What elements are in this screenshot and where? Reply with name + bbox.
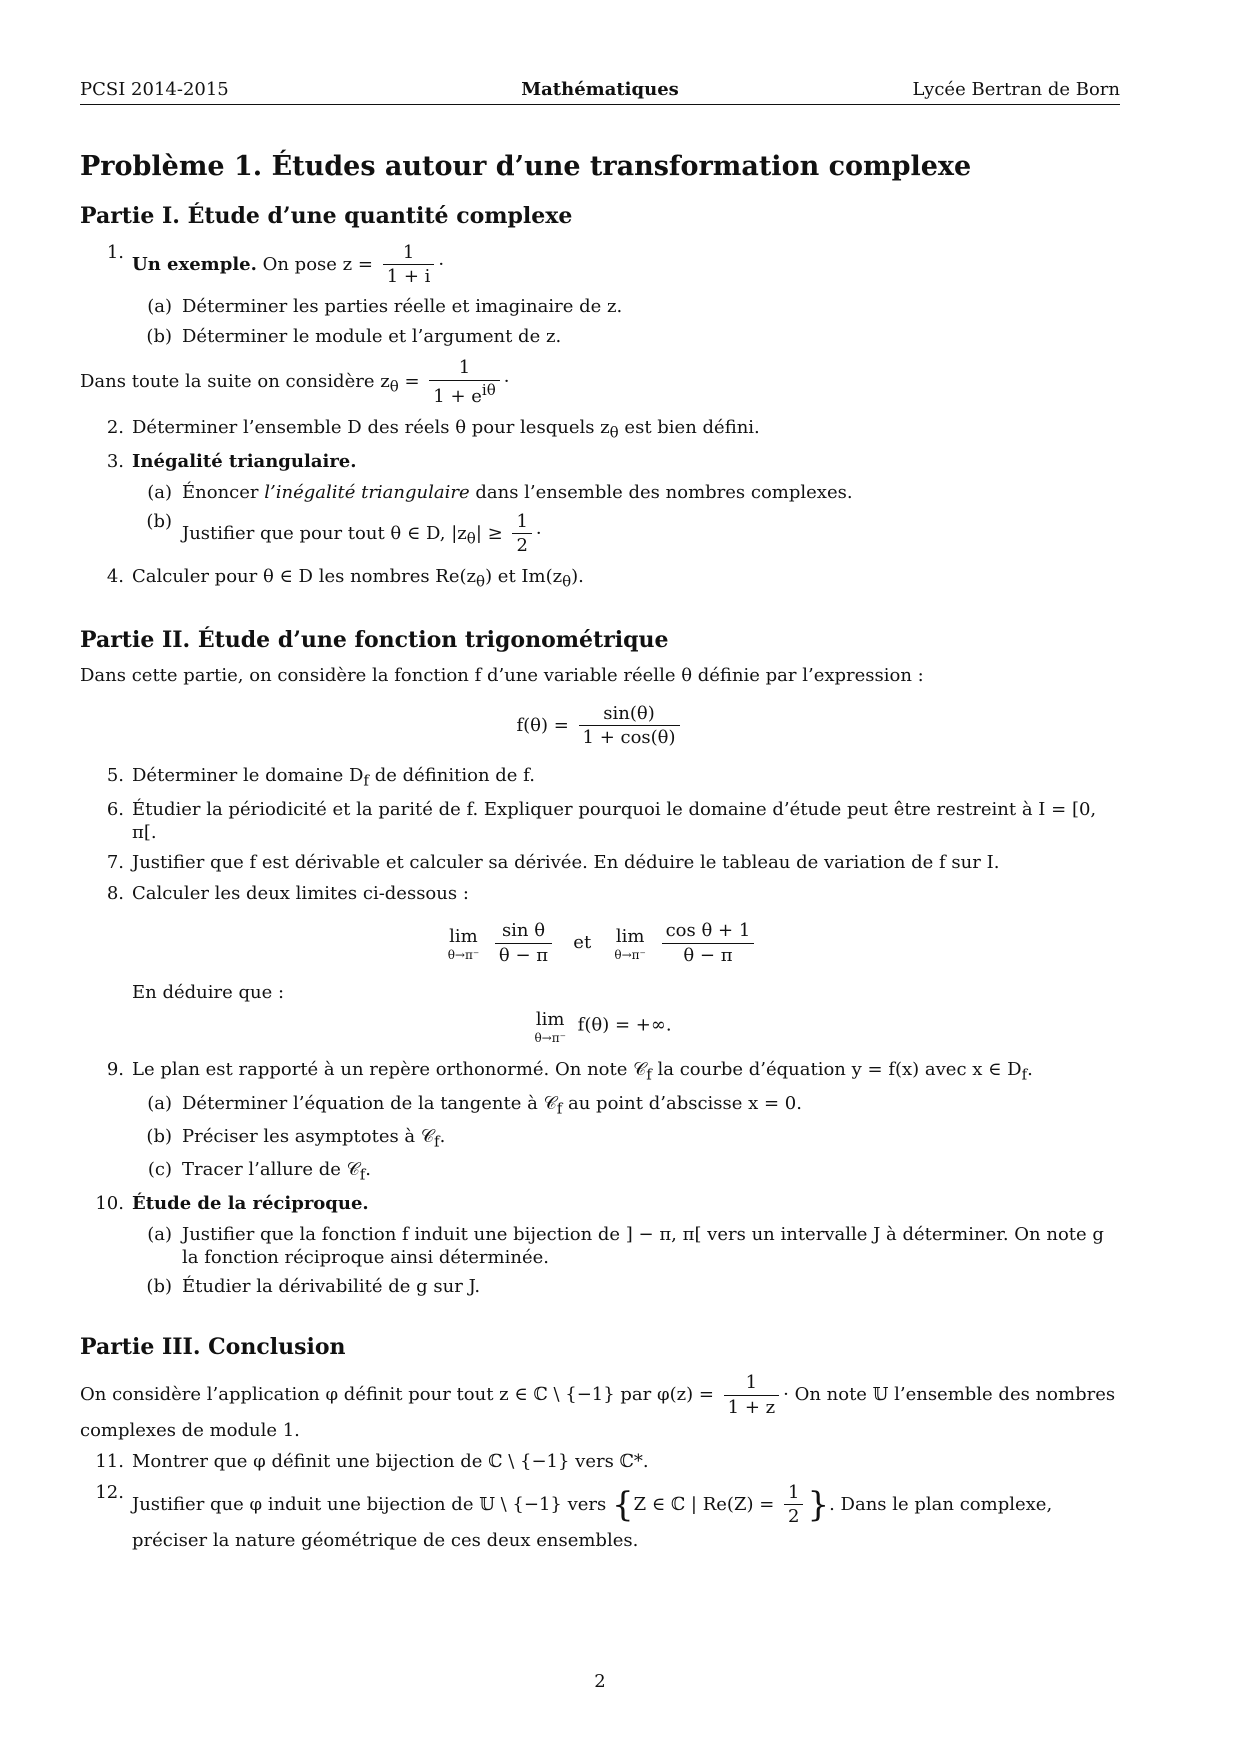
question-1b: (b) Déterminer le module et l’argument de z. bbox=[146, 325, 562, 347]
question-6: 6. Étudier la périodicité et la parité de f. Expliquer pourquoi le domaine d’étude peut être restreint à I = [0, π[. bbox=[106, 798, 1097, 844]
question-9a: (a) Déterminer l’équation de la tangente à 𝒞$_f$ au point d’abscisse x = 0. bbox=[147, 1092, 802, 1118]
fraction: $\frac{1}{2}$ bbox=[512, 510, 531, 558]
fraction: $\frac{1}{1 + i}$ bbox=[383, 241, 435, 289]
question-8: 8. Calculer les deux limites ci-dessous : bbox=[106, 882, 469, 904]
question-3a: (a) Énoncer l’inégalité triangulaire dans l’ensemble des nombres complexes. bbox=[147, 481, 853, 503]
question-2: 2. Déterminer l’ensemble D des réels θ pour lesquels $z_\theta$ est bien défini. bbox=[106, 417, 760, 442]
part2-intro: Dans cette partie, on considère la fonction f d’une variable réelle θ définie par l’expression : bbox=[80, 665, 924, 687]
document-page bbox=[80, 78, 1120, 1692]
page-header bbox=[80, 78, 1120, 105]
fraction: $\frac{1}{1 + e^{i\theta}}$ bbox=[429, 356, 499, 408]
question-11: 11. Montrer que φ définit une bijection de ℂ \ {−1} vers ℂ*. bbox=[95, 1451, 649, 1473]
part3-intro: On considère l’application φ définit pour tout z ∈ ℂ \ {−1} par φ(z) = $\frac{1}{1 + z}$ · On note 𝕌 l’ensemble des nombres complexes de module 1. bbox=[80, 1372, 1116, 1442]
question-5: 5. Déterminer le domaine $D_f$ de définition de f. bbox=[106, 764, 535, 790]
question-10b: (b) Étudier la dérivabilité de g sur J. bbox=[146, 1276, 481, 1298]
question-12: 12. Justifier que φ induit une bijection de 𝕌 \ {−1} vers {Z ∈ ℂ | Re(Z) = $\frac{1}{2}$ }. Dans le plan complexe, préciser la nature géométrique de ces deux ensembles. bbox=[95, 1481, 1053, 1551]
formula-f: f(θ) = $\frac{\sin(\theta)}{1 + \cos(\theta)}$ bbox=[80, 702, 1120, 750]
question-7: 7. Justifier que f est dérivable et calculer sa dérivée. En déduire le tableau de variation de f sur I. bbox=[106, 852, 1000, 874]
question-1: 1. Un exemple. On pose z = $\frac{1}{1 + i}$ · bbox=[106, 241, 445, 288]
part1-title: Partie I. Étude d’une quantité complexe bbox=[80, 203, 573, 230]
page-number: 2 bbox=[594, 1671, 606, 1692]
part3-title: Partie III. Conclusion bbox=[80, 1333, 346, 1360]
part1-intro: Dans toute la suite on considère $z_\theta$ = $\frac{1}{1 + e^{i\theta}}$ · bbox=[80, 357, 510, 407]
question-9: 9. Le plan est rapporté à un repère orthonormé. On note 𝒞$_f$ la courbe d’équation y = f(x) avec x ∈ $D_f$. bbox=[106, 1058, 1033, 1084]
part2-title: Partie II. Étude d’une fonction trigonométrique bbox=[80, 626, 669, 653]
question-9b: (b) Préciser les asymptotes à 𝒞$_f$. bbox=[146, 1125, 446, 1151]
question-10a: (a) Justifier que la fonction f induit une bijection de ] − π, π[ vers un intervalle J à déterminer. On note g la fonction réciproque ainsi déterminée. bbox=[147, 1223, 1104, 1268]
header-subject: Mathématiques bbox=[521, 79, 679, 100]
limits-formula: lim θ→π⁻ $\frac{\text{sin θ}}{\theta - \pi}$ et lim θ→π⁻ $\frac{\text{cos θ + 1}}{\theta - \pi}$ bbox=[80, 919, 1120, 967]
limit-result: lim θ→π⁻ f(θ) = +∞. bbox=[534, 1009, 672, 1045]
header-school: Lycée Bertran de Born bbox=[912, 79, 1120, 100]
question-1a: (a) Déterminer les parties réelle et imaginaire de z. bbox=[147, 296, 623, 318]
question-9c: (c) Tracer l’allure de 𝒞$_f$. bbox=[147, 1159, 372, 1184]
header-class: PCSI 2014-2015 bbox=[80, 79, 229, 100]
question-3b: (b) Justifier que pour tout θ ∈ D, $|z_\theta|$ ≥ $\frac{1}{2}$ · bbox=[146, 510, 542, 557]
problem-title: Problème 1. Études autour d’une transformation complexe bbox=[80, 151, 972, 182]
question-10: 10. Étude de la réciproque. bbox=[95, 1193, 369, 1215]
question-4: 4. Calculer pour θ ∈ D les nombres $Re(z_\theta)$ et $Im(z_\theta)$. bbox=[106, 565, 584, 591]
deduce-text: En déduire que : bbox=[132, 981, 285, 1003]
question-3: 3. Inégalité triangulaire. bbox=[106, 451, 357, 473]
